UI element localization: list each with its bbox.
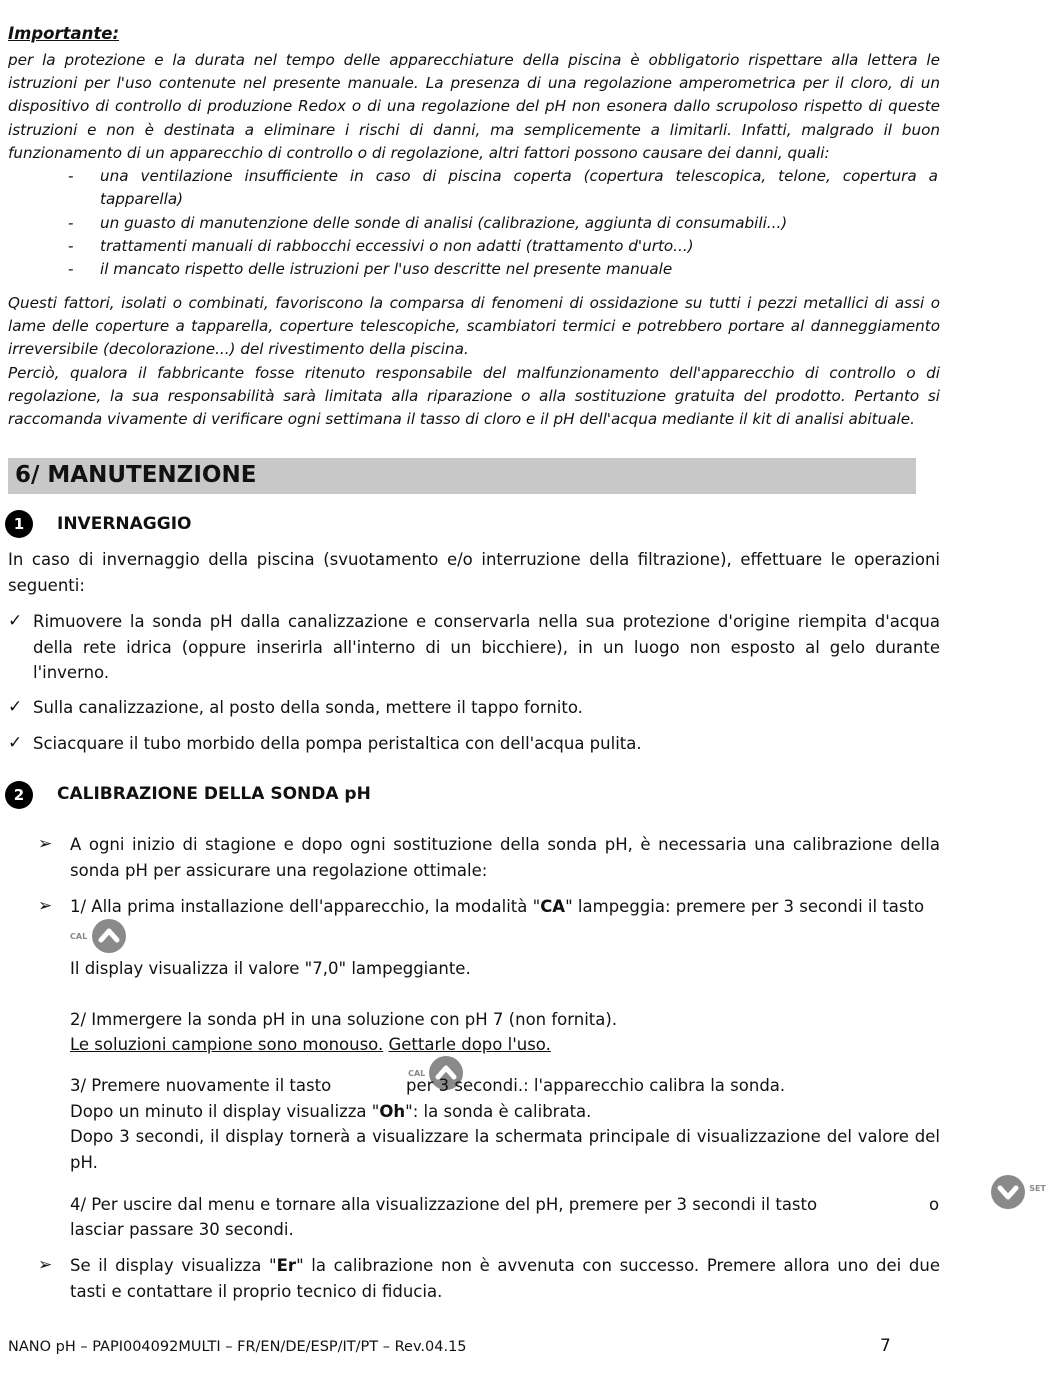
list-item-text: una ventilazione insufficiente in caso di piscina coperta (copertura telescopica, telone, copertura a tapparella) — [100, 167, 938, 209]
list-item-text: 1/ Alla prima installazione dell'apparecchio, la modalità "CA" lampeggia: premere per 3 secondi il tasto — [70, 897, 925, 916]
important-paragraph-2: Questi fattori, isolati o combinati, favoriscono la comparsa di fenomeni di ossidazione su tutti i pezzi metallici di assi o lame delle coperture a tapparella, coperture telescopiche, scambiatori termici e potrebbero portare al danneggiamento irreversibile (decolorazione...) del rivestimento della piscina. — [8, 294, 940, 359]
section-title: 6/ MANUTENZIONE — [15, 462, 257, 488]
list-item-text: Sulla canalizzazione, al posto della sonda, mettere il tappo fornito. — [33, 698, 583, 717]
step3-return: Dopo 3 secondi, il display tornerà a visualizzare la schermata principale di visualizzazione del valore del pH. — [70, 1127, 940, 1172]
arrow-right-icon: ➢ — [38, 896, 53, 916]
step4-text: 4/ Per uscire dal menu e tornare alla visualizzazione del pH, premere per 3 secondi il tasto — [70, 1195, 818, 1214]
subsection-intro: In caso di invernaggio della piscina (svuotamento e/o interruzione della filtrazione), effettuare le operazioni seguenti: — [8, 550, 940, 595]
section-header — [8, 458, 916, 494]
list-item: - un guasto di manutenzione delle sonde di analisi (calibrazione, aggiunta di consumabili...) — [68, 212, 938, 235]
subsection-title: CALIBRAZIONE DELLA SONDA pH — [57, 784, 371, 804]
cal-up-button-icon: CAL — [406, 1055, 464, 1091]
list-item: - trattamenti manuali di rabbocchi eccessivi o non adatti (trattamento d'urto...) — [68, 235, 938, 258]
step-number-badge: 1 — [5, 510, 33, 538]
important-title: Importante: — [8, 24, 120, 43]
list-item — [38, 832, 940, 883]
list-item: - una ventilazione insufficiente in caso di piscina coperta (copertura telescopica, telone, copertura a tapparella) — [68, 165, 938, 211]
step3-result: Dopo un minuto il display visualizza "Oh": la sonda è calibrata. — [70, 1102, 592, 1121]
list-item — [38, 1253, 940, 1304]
list-item: - il mancato rispetto delle istruzioni per l'uso descritte nel presente manuale — [68, 258, 938, 281]
footer-text: NANO pH – PAPI004092MULTI – FR/EN/DE/ESP/IT/PT – Rev.04.15 — [8, 1339, 467, 1355]
step3-text-cont: per 3 secondi.: l'apparecchio calibra la sonda. — [406, 1076, 786, 1095]
list-item-text: trattamenti manuali di rabbocchi eccessivi o non adatti (trattamento d'urto...) — [100, 237, 694, 255]
list-item-text: Rimuovere la sonda pH dalla canalizzazione e conservarla nella sua protezione d'origine riempita d'acqua della rete idrica (oppure inserirla all'interno di un bicchiere), in un luogo non esposto al gelo durante l'inverno. — [33, 612, 940, 682]
check-icon: ✓ — [8, 697, 23, 717]
list-item — [38, 894, 940, 920]
step3-text: 3/ Premere nuovamente il tasto — [70, 1076, 332, 1095]
list-item-text: Se il display visualizza "Er" la calibrazione non è avvenuta con successo. Premere allora uno dei due tasti e contattare il proprio tecnico di fiducia. — [70, 1256, 940, 1301]
step2-note: Le soluzioni campione sono monouso. Gettarle dopo l'uso. — [70, 1035, 551, 1054]
check-icon: ✓ — [8, 611, 23, 631]
step4-text-cont: lasciar passare 30 secondi. — [70, 1220, 294, 1239]
important-paragraph-1: per la protezione e la durata nel tempo delle apparecchiature della piscina è obbligatorio rispettare alla lettera le istruzioni per l'uso contenute nel presente manuale. La presenza di una regolazione amperometrica per il cloro, di un dispositivo di controllo di produzione Redox o di una regolazione del pH non esonera dallo scrupoloso rispetto di queste istruzioni e non è destinata a eliminare i rischi di danni, ma semplicemente a limitarli. Infatti, malgrado il buon funzionamento di un apparecchio di controllo o di regolazione, altri fattori possono causare dei danni, quali: — [8, 51, 940, 162]
arrow-right-icon: ➢ — [38, 1255, 53, 1275]
list-item-text: un guasto di manutenzione delle sonde di analisi (calibrazione, aggiunta di consumabili...) — [100, 214, 788, 232]
subsection-title: INVERNAGGIO — [57, 514, 192, 534]
list-item-text: A ogni inizio di stagione e dopo ogni sostituzione della sonda pH, è necessaria una calibrazione della sonda pH per assicurare una regolazione ottimale: — [70, 835, 940, 880]
arrow-right-icon: ➢ — [38, 834, 53, 854]
list-item — [8, 695, 940, 721]
list-item-text: il mancato rispetto delle istruzioni per l'uso descritte nel presente manuale — [100, 260, 673, 278]
step-number-badge: 2 — [5, 781, 33, 809]
step2-text: 2/ Immergere la sonda pH in una soluzione con pH 7 (non fornita). — [70, 1010, 618, 1029]
important-paragraph-3: Perciò, qualora il fabbricante fosse ritenuto responsabile del malfunzionamento dell'apparecchio di controllo o di regolazione, la sua responsabilità sarà limitata alla riparazione o alla sostituzione gratuita del prodotto. Pertanto si raccomanda vivamente di verificare ogni settimana il tasso di cloro e il pH dell'acqua mediante il kit di analisi abituale. — [8, 364, 940, 429]
step1-display-text: Il display visualizza il valore "7,0" lampeggiante. — [70, 959, 471, 978]
list-item-text: Sciacquare il tubo morbido della pompa peristaltica con dell'acqua pulita. — [33, 734, 642, 753]
cal-up-button-icon: CAL — [70, 918, 128, 954]
set-down-button-icon: SET — [991, 1174, 1049, 1210]
step4-or: o — [929, 1195, 940, 1214]
list-item — [8, 609, 940, 686]
check-icon: ✓ — [8, 733, 23, 753]
page-number: 7 — [880, 1336, 891, 1356]
list-item — [8, 731, 940, 757]
